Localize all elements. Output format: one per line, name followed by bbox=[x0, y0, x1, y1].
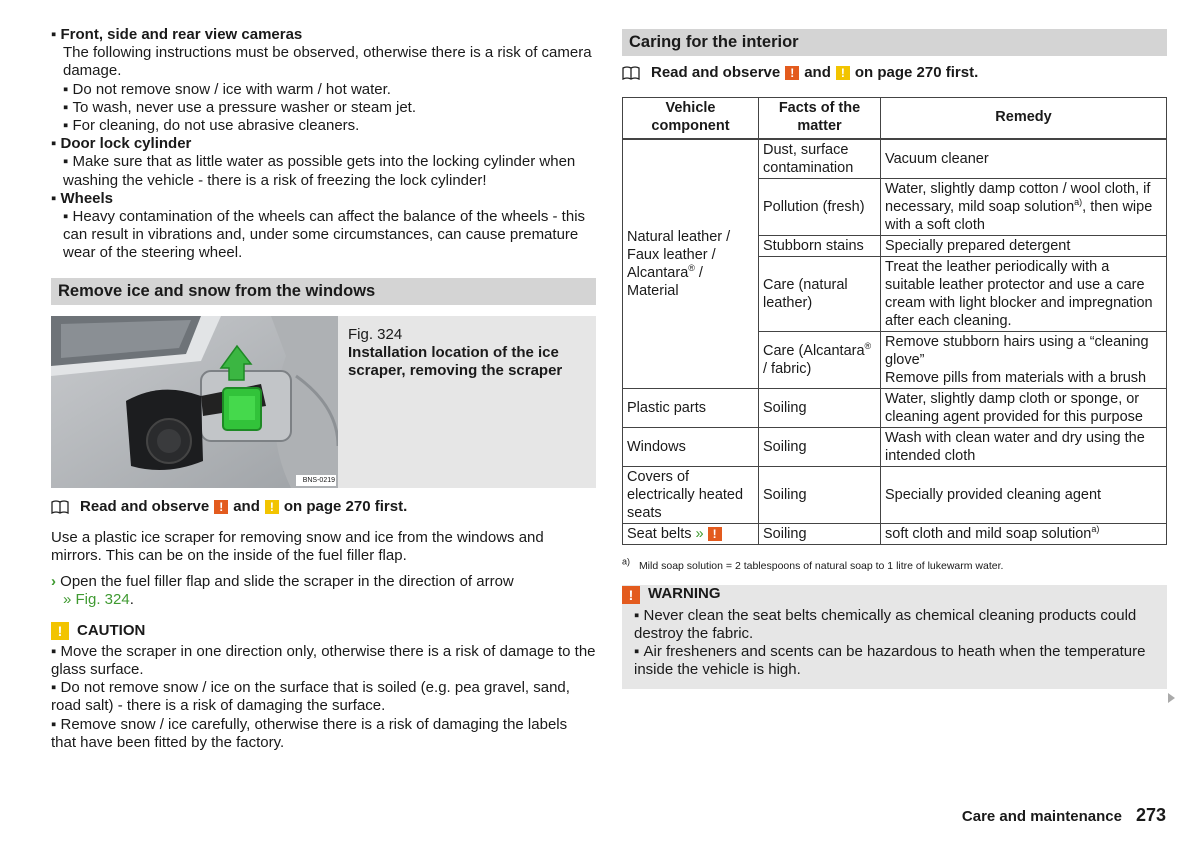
component-cell: Plastic parts bbox=[623, 389, 759, 428]
component-cell bbox=[623, 139, 759, 389]
warning-link[interactable]: » bbox=[695, 526, 704, 543]
cameras-item: ▪ To wash, never use a pressure washer or steam jet. bbox=[51, 99, 596, 117]
page-footer bbox=[962, 806, 1166, 826]
figure-code: BNS-0219 bbox=[302, 476, 335, 484]
remedy-text: Remove stubborn hairs using a “cleaning glove” bbox=[885, 334, 1149, 369]
column-header: Vehicle component bbox=[623, 98, 759, 140]
table-row bbox=[623, 139, 1167, 179]
left-column bbox=[51, 26, 596, 752]
step-text: Open the fuel filler flap and slide the scraper in the direction of arrow bbox=[60, 573, 514, 591]
remedy-cell: Specially prepared detergent bbox=[881, 236, 1167, 257]
figure-link[interactable]: » Fig. 324 bbox=[63, 591, 130, 609]
component-cell bbox=[623, 524, 759, 545]
interior-care-table bbox=[622, 97, 1167, 545]
component-cell: Windows bbox=[623, 428, 759, 467]
right-column bbox=[622, 29, 1167, 689]
read-observe-page: on page 270 first. bbox=[283, 497, 408, 515]
lock-text: ▪ Make sure that as little water as possible gets into the locking cylinder when washing the vehicle - there is a risk of freezing the lock cylinder! bbox=[51, 153, 596, 189]
cameras-intro: The following instructions must be observed, otherwise there is a risk of camera damage. bbox=[63, 44, 592, 80]
fact-cell: Soiling bbox=[759, 428, 881, 467]
cameras-item: ▪ Do not remove snow / ice with warm / hot water. bbox=[51, 81, 596, 99]
fact-cell bbox=[759, 332, 881, 389]
remedy-cell: Vacuum cleaner bbox=[881, 139, 1167, 179]
warning-icon: ! bbox=[785, 66, 799, 80]
caution-box bbox=[51, 622, 596, 752]
remedy-cell: Water, slightly damp cloth or sponge, or cleaning agent provided for this purpose bbox=[881, 389, 1167, 428]
table-row bbox=[623, 524, 1167, 545]
leather-group-suffix: / Material bbox=[627, 265, 703, 300]
read-observe-label: Read and observe bbox=[651, 64, 781, 81]
figure-caption: Installation location of the ice scraper, removing the scraper bbox=[348, 343, 563, 380]
remedy-text-tail: , then wipe with a soft cloth bbox=[885, 199, 1153, 234]
remedy-text: soft cloth and mild soap solution bbox=[885, 526, 1092, 543]
fact-cell: Soiling bbox=[759, 389, 881, 428]
fact-text: Care (Alcantara bbox=[763, 343, 865, 360]
column-header: Remedy bbox=[881, 98, 1167, 140]
next-page-arrow-icon[interactable] bbox=[1168, 693, 1175, 703]
body-text: Use a plastic ice scraper for removing snow and ice from the windows and mirrors. This can be on the inside of the fuel filler flap. bbox=[51, 528, 544, 565]
fact-cell: Care (natural leather) bbox=[759, 257, 881, 332]
figure-label: Fig. 324 bbox=[348, 325, 403, 343]
section-heading-ice: Remove ice and snow from the windows bbox=[51, 278, 596, 305]
read-observe-notice bbox=[622, 64, 1167, 82]
component-text: Seat belts bbox=[627, 526, 692, 543]
figure-324 bbox=[51, 316, 596, 488]
book-icon bbox=[622, 66, 638, 80]
table-row bbox=[623, 428, 1167, 467]
section-heading-interior: Caring for the interior bbox=[622, 29, 1167, 56]
caution-icon: ! bbox=[265, 500, 279, 514]
wheels-text: ▪ Heavy contamination of the wheels can affect the balance of the wheels - this can result in vibrations and, under some circumstances, can cause premature wear of the steering wheel. bbox=[51, 208, 596, 263]
table-row bbox=[623, 389, 1167, 428]
fact-cell: Soiling bbox=[759, 524, 881, 545]
warning-item: ▪ Never clean the seat belts chemically as chemical cleaning products could destroy the fabric. bbox=[622, 607, 1155, 643]
warning-icon: ! bbox=[622, 586, 640, 604]
cameras-item: ▪ For cleaning, do not use abrasive cleaners. bbox=[51, 117, 596, 135]
book-icon bbox=[51, 500, 67, 514]
footer-section: Care and maintenance bbox=[961, 808, 1122, 825]
remedy-cell bbox=[881, 179, 1167, 236]
remedy-cell: Wash with clean water and dry using the intended cloth bbox=[881, 428, 1167, 467]
remedy-text: Water, slightly damp cotton / wool cloth, if necessary, mild soap solution bbox=[885, 181, 1151, 216]
caution-header bbox=[51, 622, 596, 640]
figure-caption-box bbox=[338, 316, 596, 488]
page-number: 273 bbox=[1135, 805, 1166, 825]
warning-header bbox=[622, 585, 1155, 603]
footnote-ref: a) bbox=[1074, 197, 1083, 208]
cameras-title: ▪ Front, side and rear view cameras bbox=[51, 26, 596, 44]
remedy-cell bbox=[881, 524, 1167, 545]
read-observe-page: on page 270 first. bbox=[854, 64, 979, 81]
caution-icon: ! bbox=[836, 66, 850, 80]
footnote-text: Mild soap solution = 2 tablespoons of natural soap to 1 litre of lukewarm water. bbox=[638, 560, 1004, 573]
warning-title: WARNING bbox=[648, 585, 721, 603]
warning-icon: ! bbox=[708, 527, 722, 541]
fact-cell: Pollution (fresh) bbox=[759, 179, 881, 236]
lock-title: ▪ Door lock cylinder bbox=[51, 135, 596, 153]
read-observe-label: Read and observe bbox=[80, 497, 210, 515]
caution-icon: ! bbox=[51, 622, 69, 640]
registered-mark: ® bbox=[864, 341, 872, 352]
component-cell: Covers of electrically heated seats bbox=[623, 467, 759, 524]
read-observe-and: and bbox=[804, 64, 831, 81]
fact-cell: Stubborn stains bbox=[759, 236, 881, 257]
fact-cell: Soiling bbox=[759, 467, 881, 524]
footnote-mark: a) bbox=[622, 556, 631, 567]
caution-item: ▪ Remove snow / ice carefully, otherwise there is a risk of damaging the labels that have been fitted by the factory. bbox=[51, 716, 596, 752]
remedy-cell: Specially provided cleaning agent bbox=[881, 467, 1167, 524]
caution-item: ▪ Move the scraper in one direction only, otherwise there is a risk of damage to the glass surface. bbox=[51, 643, 596, 679]
registered-mark: ® bbox=[688, 263, 695, 274]
warning-icon: ! bbox=[214, 500, 228, 514]
footnote-ref: a) bbox=[1091, 524, 1100, 535]
fact-text-tail: / fabric) bbox=[763, 361, 812, 378]
footnote bbox=[622, 557, 1167, 575]
step-arrow-icon: › bbox=[51, 573, 56, 591]
warning-item: ▪ Air fresheners and scents can be hazardous to heath when the temperature inside the vehicle is high. bbox=[622, 643, 1155, 679]
remedy-cell bbox=[881, 332, 1167, 389]
read-observe-notice bbox=[51, 498, 596, 516]
column-header: Facts of the matter bbox=[759, 98, 881, 140]
table-header-row bbox=[623, 98, 1167, 140]
warning-box bbox=[622, 585, 1167, 689]
remedy-cell: Treat the leather periodically with a suitable leather protector and use a care cream with light blocker and impregnation after each cleaning. bbox=[881, 257, 1167, 332]
read-observe-and: and bbox=[233, 497, 260, 515]
caution-title: CAUTION bbox=[77, 621, 146, 639]
caution-item: ▪ Do not remove snow / ice on the surface that is soiled (e.g. pea gravel, sand, road salt) - there is a risk of damaging the surface. bbox=[51, 679, 596, 715]
leather-group-label: Natural leather / Faux leather / Alcantara bbox=[627, 229, 731, 282]
ice-scraper-illustration bbox=[51, 316, 338, 488]
table-row bbox=[623, 467, 1167, 524]
remedy-text-2: Remove pills from materials with a brush bbox=[885, 370, 1147, 387]
step: › Open the fuel filler flap and slide the scraper in the direction of arrow » Fig. 324. bbox=[51, 573, 514, 609]
wheels-title: ▪ Wheels bbox=[51, 190, 596, 208]
fact-cell: Dust, surface contamination bbox=[759, 139, 881, 179]
